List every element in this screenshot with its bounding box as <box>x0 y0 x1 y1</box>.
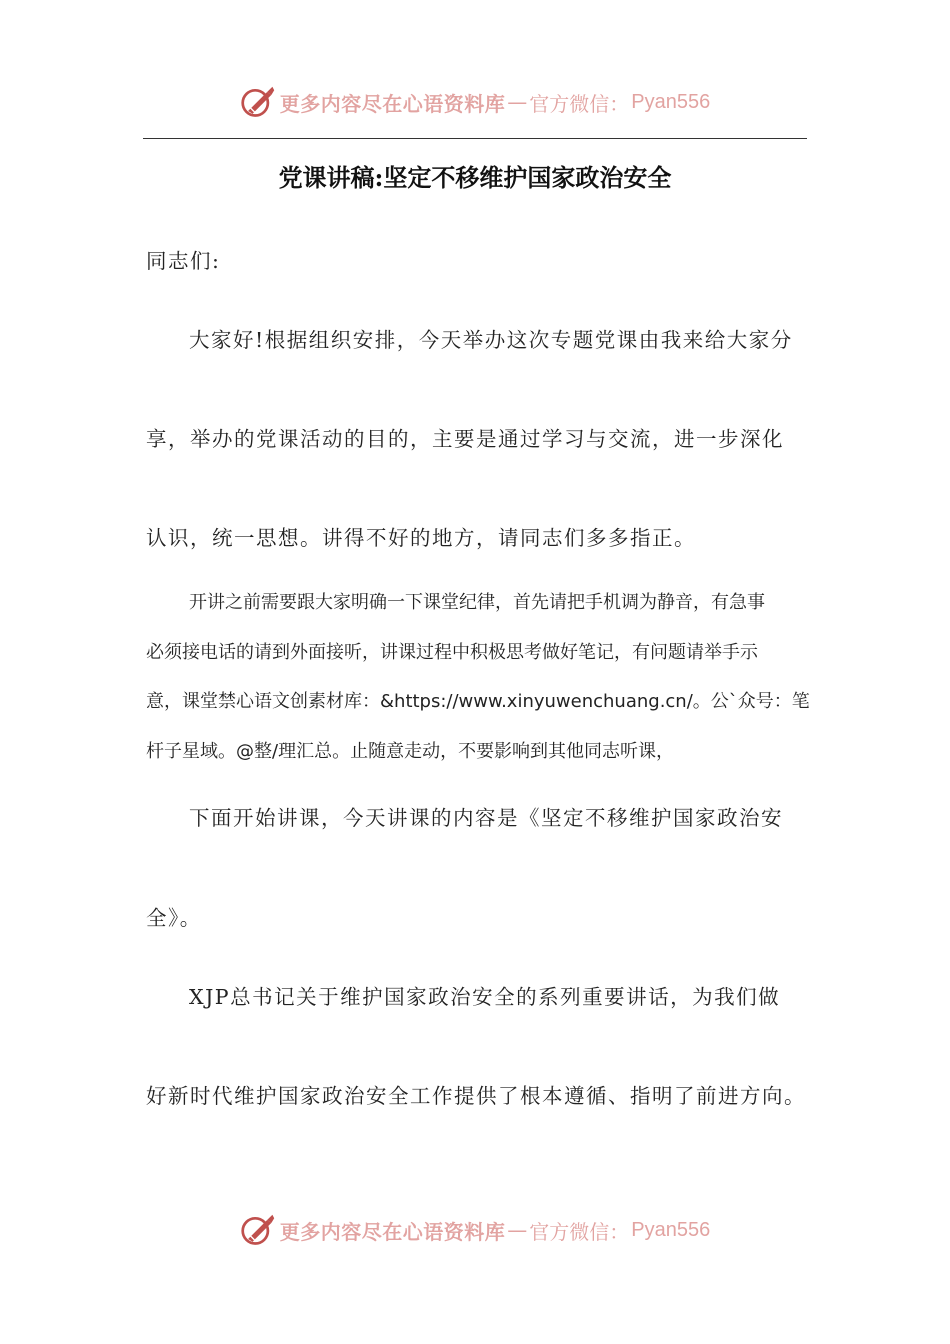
discipline-line: 意，课堂禁心语文创素材库：&https://www.xinyuwenchuang.cn/。公`众号：笔 <box>146 691 810 712</box>
discipline-line: 开讲之前需要跟大家明确一下课堂纪律，首先请把手机调为静音，有急事 <box>189 592 765 613</box>
pen-logo-icon <box>240 1212 276 1248</box>
banner-wechat-id: Pyan556 <box>631 90 711 113</box>
header-divider <box>143 138 807 139</box>
banner-slogan: 更多内容尽在心语资料库 <box>279 1219 506 1244</box>
paragraph-line: 好新时代维护国家政治安全工作提供了根本遵循、指明了前进方向。 <box>146 1084 806 1108</box>
header-banner <box>0 82 950 122</box>
banner-wechat-label: 官方微信： <box>529 91 630 116</box>
footer-banner <box>0 1210 950 1250</box>
document-title: 党课讲稿:坚定不移维护国家政治安全 <box>278 163 672 192</box>
banner-wechat-id: Pyan556 <box>631 1218 711 1241</box>
paragraph-line: 认识，统一思想。讲得不好的地方，请同志们多多指正。 <box>146 526 696 550</box>
discipline-line: 必须接电话的请到外面接听，讲课过程中积极思考做好笔记，有问题请举手示 <box>146 642 758 663</box>
banner-wechat-label: 官方微信： <box>529 1219 630 1244</box>
paragraph-line: XJP总书记关于维护国家政治安全的系列重要讲话，为我们做 <box>189 985 781 1009</box>
paragraph-line: 享，举办的党课活动的目的，主要是通过学习与交流，进一步深化 <box>146 427 784 451</box>
greeting: 同志们: <box>146 249 221 273</box>
discipline-line: 杆子星域。@整/理汇总。止随意走动，不要影响到其他同志听课， <box>146 741 675 762</box>
banner-separator: — <box>507 1218 528 1242</box>
banner-slogan: 更多内容尽在心语资料库 <box>279 91 506 116</box>
paragraph-line: 全》。 <box>146 906 202 930</box>
pen-logo-icon <box>240 84 276 120</box>
banner-separator: — <box>507 90 528 114</box>
paragraph-line: 下面开始讲课，今天讲课的内容是《坚定不移维护国家政治安 <box>189 806 783 830</box>
paragraph-line: 大家好!根据组织安排，今天举办这次专题党课由我来给大家分 <box>189 328 793 352</box>
